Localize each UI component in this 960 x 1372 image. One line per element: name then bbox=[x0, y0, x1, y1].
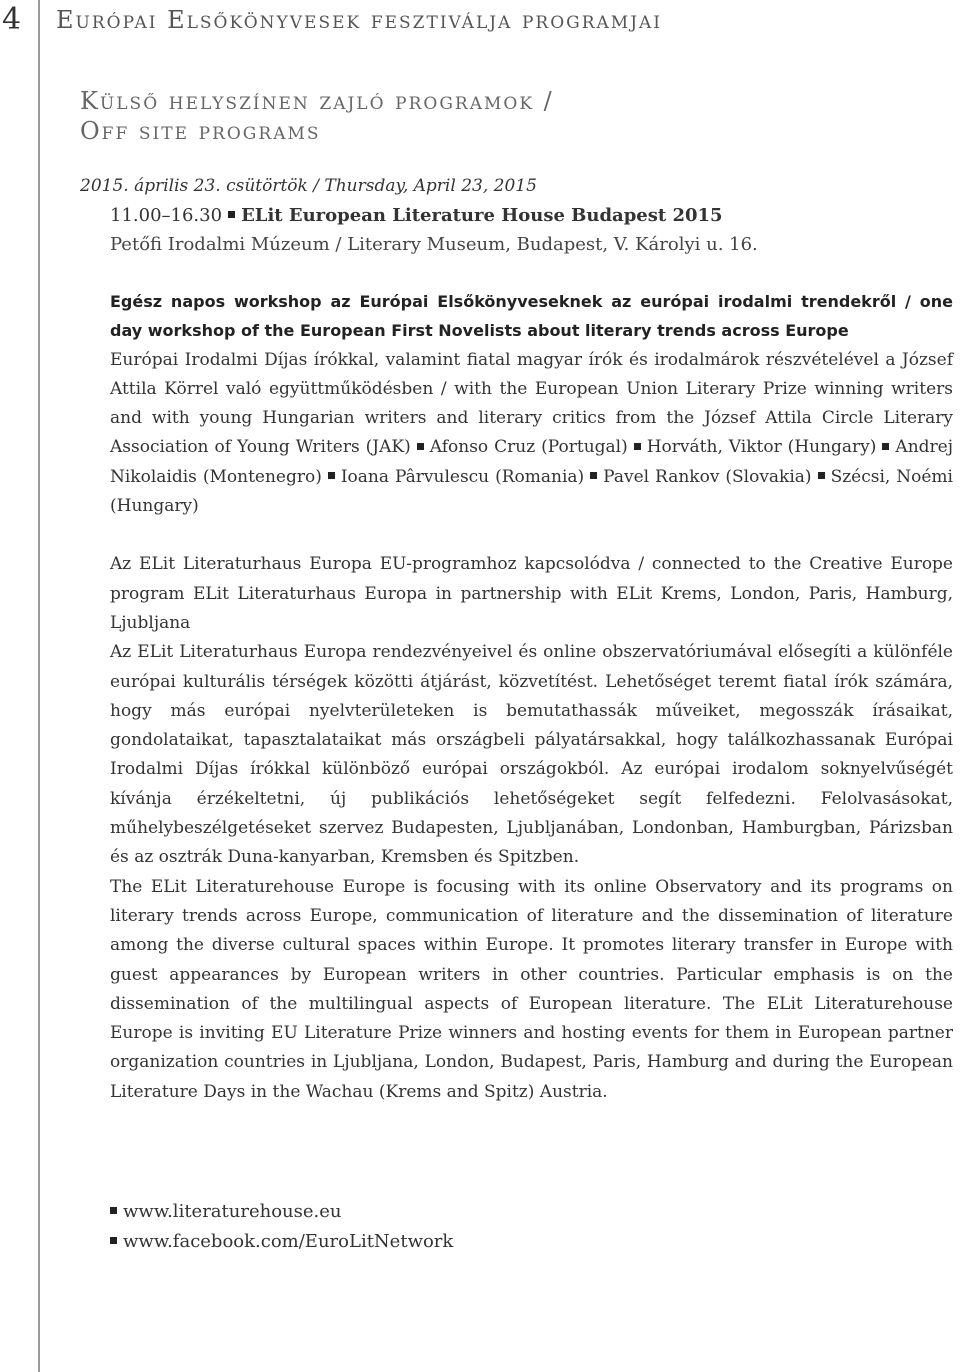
event-venue: ELit European Literature House Budapest 2015 bbox=[241, 205, 723, 226]
links-list bbox=[110, 1197, 453, 1257]
section-title-line-1: Külső helyszínen zajló programok / bbox=[80, 87, 554, 115]
program-description bbox=[110, 287, 953, 1107]
website-link[interactable]: www.literaturehouse.eu bbox=[123, 1201, 342, 1222]
participant: Pavel Rankov (Slovakia) bbox=[603, 466, 812, 487]
participant: Ioana Pârvulescu (Romania) bbox=[340, 466, 585, 487]
paragraph-hungarian: Az ELit Literaturhaus Europa rendezvényeivel és online obszervatóriumával elősegíti a különféle európai kulturális térségek közötti átjárást, közvetítést. Lehetőséget teremt fiatal írók számára, hogy más európai nyelvterületeken is bemutathassák műveiket, megosszák írásaikat, gondolataikat, tapasztalataikat más országbeli pályatársakkal, hogy találkozhassanak Európai Irodalmi Díjas írókkal különböző európai országokból. Az európai irodalom soknyelvűségét kívánja érzékeltetni, új publikációs lehetőségeket segít felfedezni. Felolvasásokat, műhelybeszélgetéseket szervez Budapesten, Ljubljanában, Londonban, Hamburgban, Párizsban és az osztrák Duna-kanyarban, Kremsben és Spitzben. bbox=[110, 642, 953, 868]
event-location: Petőfi Irodalmi Múzeum / Literary Museum, Budapest, V. Károlyi u. 16. bbox=[110, 234, 758, 255]
vertical-rule bbox=[38, 0, 40, 1372]
workshop-headline: Egész napos workshop az Európai Elsőkönyveseknek az európai irodalmi trendekről / one day workshop of the European First Novelists about literary trends across Europe bbox=[110, 292, 953, 341]
workshop-intro: Európai Irodalmi Díjas írókkal, valamint fiatal magyar írók és irodalmárok részvételével a József Attila Körrel való együttműködésben / with the European Union Literary Prize winning writers and with young Hungarian writers and literary critics from the József Attila Circle Literary Association of Young Writers (JAK) bbox=[110, 349, 953, 458]
bullet-icon bbox=[634, 443, 641, 450]
bullet-icon bbox=[417, 443, 424, 450]
page-header-title: Európai Elsőkönyvesek fesztiválja programjai bbox=[56, 6, 662, 34]
paragraph-gap bbox=[110, 521, 953, 550]
event-time: 11.00–16.30 bbox=[110, 205, 223, 226]
paragraph-creative-europe: Az ELit Literaturhaus Europa EU-programhoz kapcsolódva / connected to the Creative Europe program ELit Literaturhaus Europa in partnership with ELit Krems, London, Paris, Hamburg, Ljubljana bbox=[110, 554, 953, 633]
participant: Andrej Nikolaidis (Montenegro) bbox=[110, 437, 953, 487]
paragraph-english: The ELit Literaturehouse Europe is focusing with its online Observatory and its programs on literary trends across Europe, communication of literature and the dissemination of literature among the diverse cultural spaces within Europe. It promotes literary transfer in Europe with guest appearances by European writers in other countries. Particular emphasis is on the dissemination of the multilingual aspects of European literature. The ELit Literaturehouse Europe is inviting EU Literature Prize winners and hosting events for them in European partner organization countries in Ljubljana, London, Budapest, Paris, Hamburg and during the European Literature Days in the Wachau (Krems and Spitz) Austria. bbox=[110, 876, 953, 1102]
participant: Horváth, Viktor (Hungary) bbox=[646, 437, 877, 458]
bullet-icon bbox=[882, 443, 889, 450]
bullet-icon bbox=[590, 472, 597, 479]
bullet-icon bbox=[818, 472, 825, 479]
event-time-venue bbox=[110, 201, 950, 230]
bullet-icon bbox=[328, 472, 335, 479]
link-item bbox=[110, 1197, 453, 1227]
participant: Afonso Cruz (Portugal) bbox=[429, 437, 628, 458]
section-title bbox=[80, 86, 554, 146]
facebook-link[interactable]: www.facebook.com/EuroLitNetwork bbox=[123, 1231, 454, 1252]
link-item bbox=[110, 1227, 453, 1257]
section-title-line-2: Off site programs bbox=[80, 117, 321, 145]
bullet-icon bbox=[228, 211, 235, 218]
event-info bbox=[80, 172, 950, 259]
page-number: 4 bbox=[2, 2, 22, 37]
participant: Szécsi, Noémi (Hungary) bbox=[110, 466, 953, 517]
event-date: 2015. április 23. csütörtök / Thursday, April 23, 2015 bbox=[80, 176, 537, 196]
bullet-icon bbox=[110, 1237, 117, 1244]
participants-paragraph bbox=[110, 346, 953, 522]
bullet-icon bbox=[110, 1207, 117, 1214]
